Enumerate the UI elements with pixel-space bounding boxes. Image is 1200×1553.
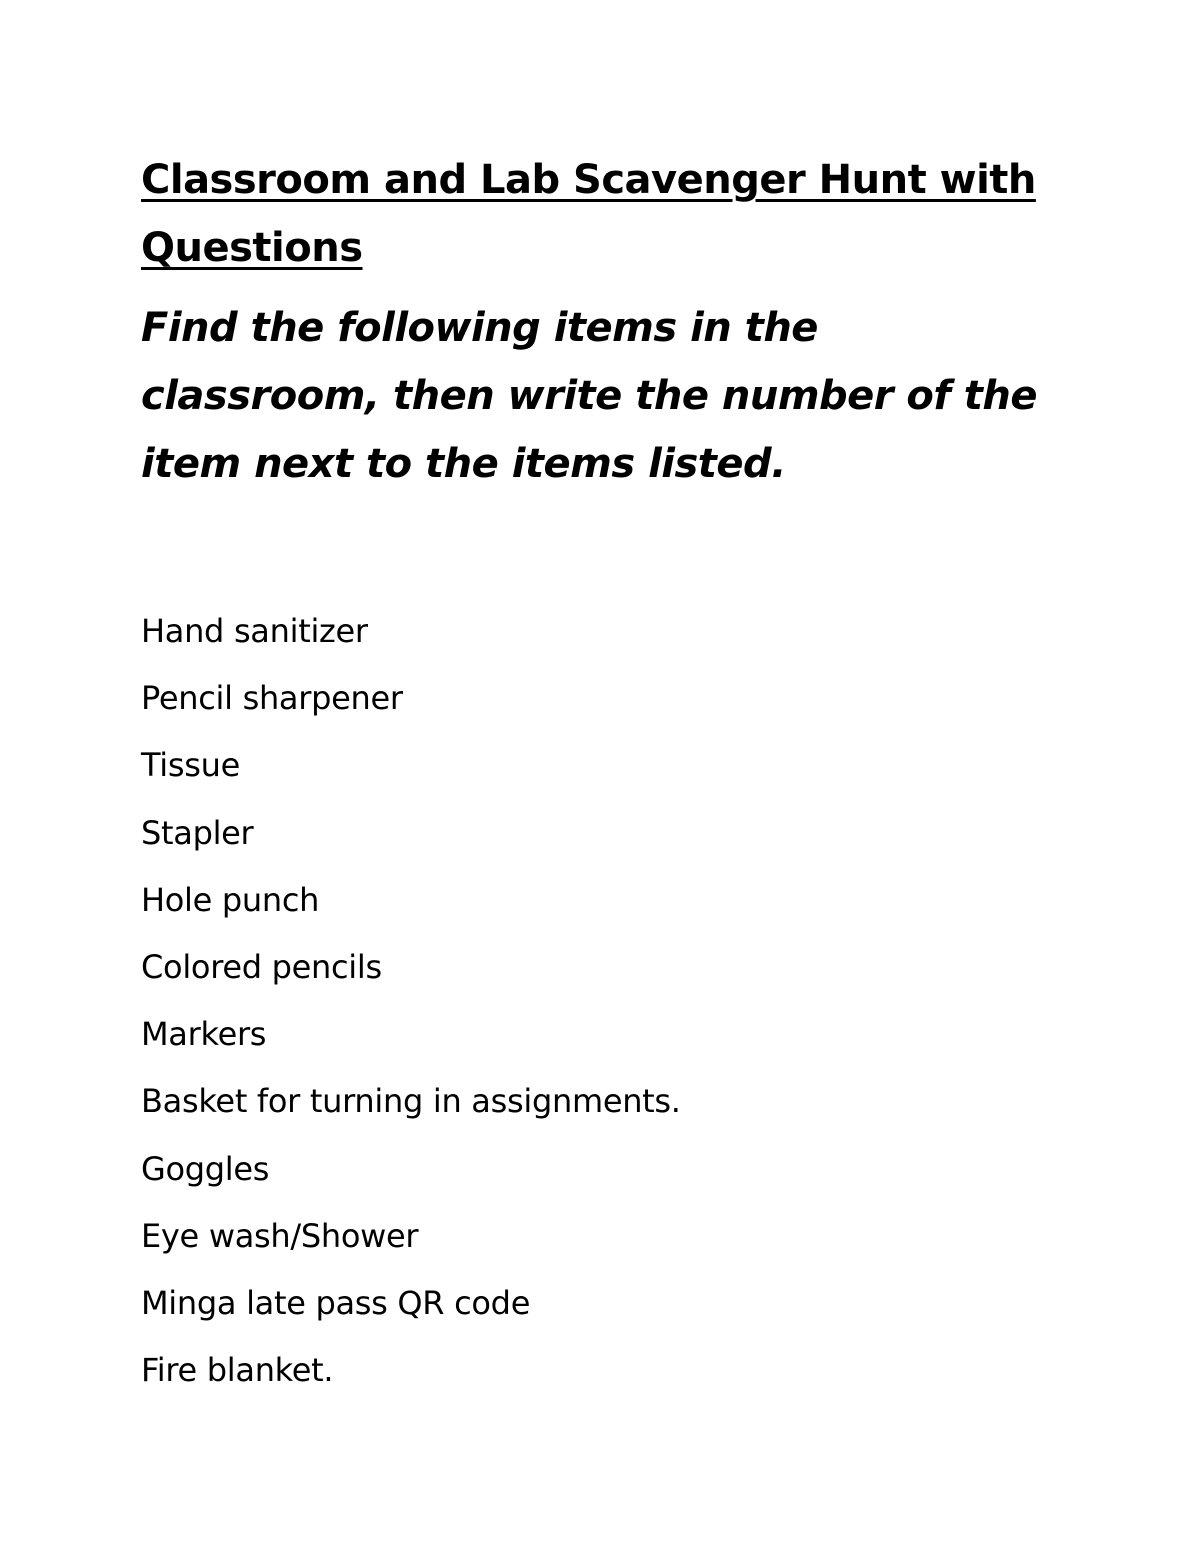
instructions-text: Find the following items in the classroom, then write the number of the item next to the items listed.	[141, 305, 1037, 487]
list-item: Fire blanket.	[141, 1351, 334, 1390]
list-item: Tissue	[141, 746, 240, 785]
list-item: Minga late pass QR code	[141, 1283, 531, 1322]
document-content	[141, 146, 1041, 1404]
list-item: Eye wash/Shower	[141, 1216, 419, 1255]
list-item: Colored pencils	[141, 947, 382, 986]
item-list	[141, 598, 1041, 1404]
list-item: Markers	[141, 1015, 267, 1054]
list-item: Basket for turning in assignments.	[141, 1082, 681, 1121]
list-item: Goggles	[141, 1149, 270, 1188]
document-title	[141, 146, 1041, 282]
list-item: Hand sanitizer	[141, 612, 368, 650]
list-item: Hole punch	[141, 880, 320, 919]
document-title-text: Classroom and Lab Scavenger Hunt with Questions	[141, 157, 1036, 271]
list-item: Stapler	[141, 813, 254, 852]
list-item: Pencil sharpener	[141, 679, 403, 718]
